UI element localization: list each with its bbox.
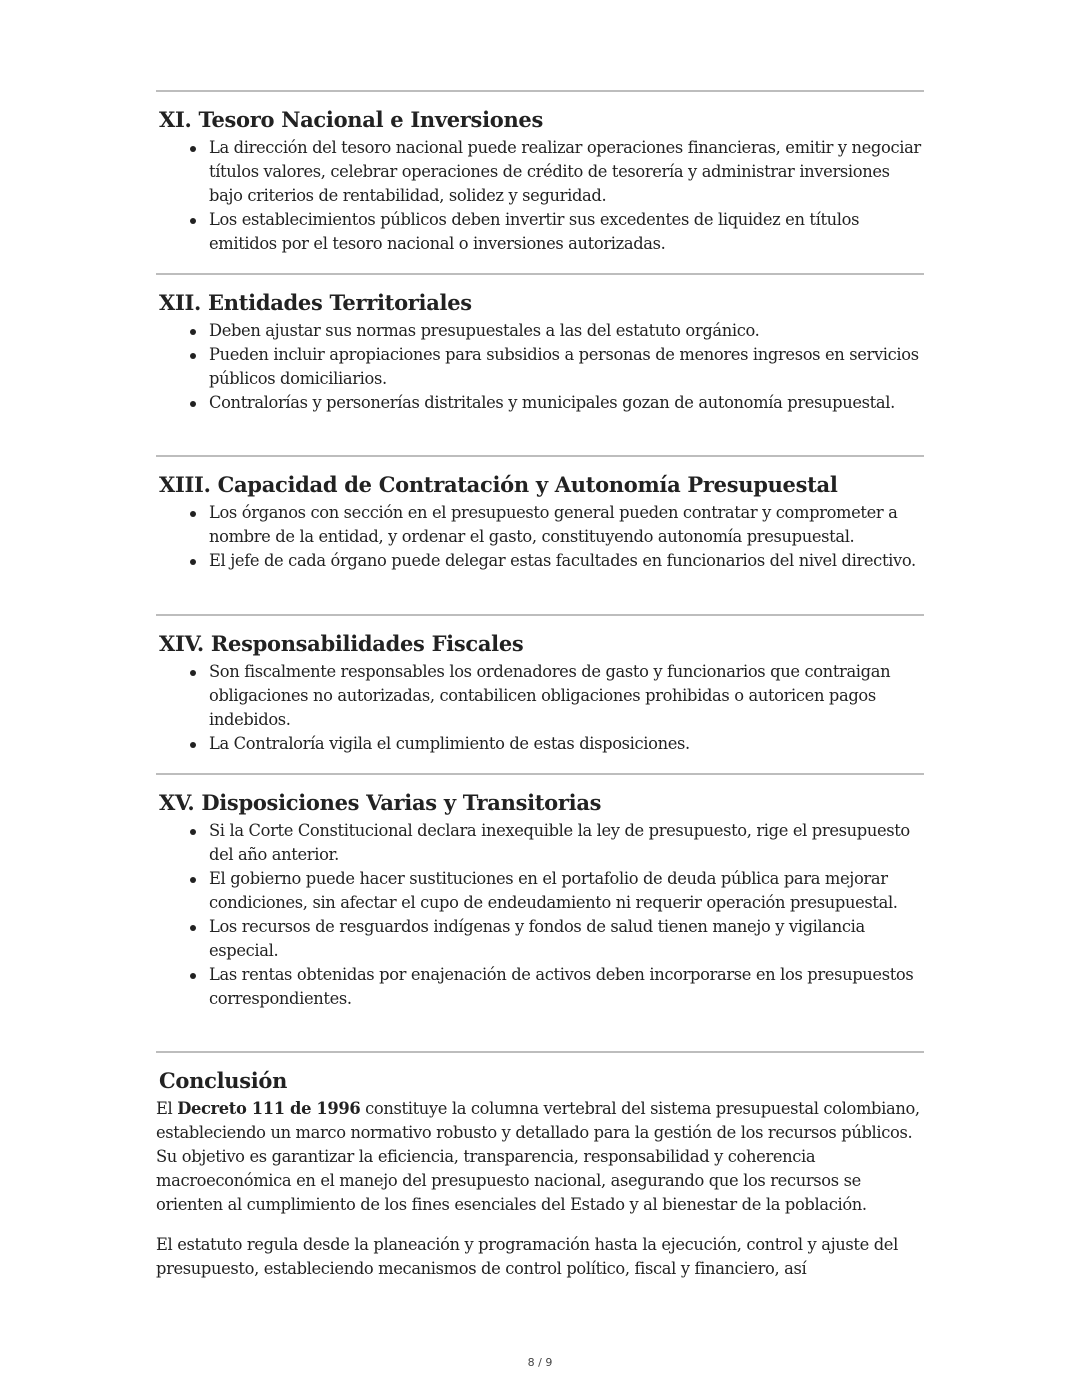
bullet-list xyxy=(156,319,924,415)
list-item: Los órganos con sección en el presupuesto general pueden contratar y comprometer a nombre de la entidad, y ordenar el gasto, constituyendo autonomía presupuestal. xyxy=(209,501,924,549)
list-item: La dirección del tesoro nacional puede realizar operaciones financieras, emitir y negociar títulos valores, celebrar operaciones de crédito de tesorería y administrar inversiones bajo criterios de rentabilidad, solidez y seguridad. xyxy=(209,136,924,208)
bullet-list xyxy=(156,819,924,1011)
list-item: Si la Corte Constitucional declara inexequible la ley de presupuesto, rige el presupuesto del año anterior. xyxy=(209,819,924,867)
divider xyxy=(156,773,924,775)
list-item: Contralorías y personerías distritales y municipales gozan de autonomía presupuestal. xyxy=(209,391,924,415)
divider xyxy=(156,614,924,616)
conclusion-paragraph-2: El estatuto regula desde la planeación y programación hasta la ejecución, control y ajuste del presupuesto, estableciendo mecanismos de control político, fiscal y financiero, así xyxy=(156,1235,898,1278)
bold-text: Decreto 111 de 1996 xyxy=(177,1099,361,1118)
section-xii xyxy=(156,273,924,415)
section-heading: XI. Tesoro Nacional e Inversiones xyxy=(159,107,544,132)
bullet-list xyxy=(156,136,924,256)
text: constituye la columna vertebral del sistema presupuestal colombiano, estableciendo un marco normativo robusto y detallado para la gestión de los recursos públicos. Su objetivo es garantizar la eficiencia, transparencia, responsabilidad y coherencia macroeconómica en el manejo del presupuesto nacional, asegurando que los recursos se orienten al cumplimiento de los fines esenciales del Estado y al bienestar de la población. xyxy=(156,1099,920,1214)
section-heading: XIV. Responsabilidades Fiscales xyxy=(159,631,524,656)
bullet-list xyxy=(156,501,924,573)
divider xyxy=(156,455,924,457)
section-xiii xyxy=(156,455,924,573)
list-item: Deben ajustar sus normas presupuestales a las del estatuto orgánico. xyxy=(209,319,924,343)
list-item: Son fiscalmente responsables los ordenadores de gasto y funcionarios que contraigan obligaciones no autorizadas, contabilicen obligaciones prohibidas o autoricen pagos indebidos. xyxy=(209,660,924,732)
section-heading: XIII. Capacidad de Contratación y Autonomía Presupuestal xyxy=(159,472,838,497)
bullet-list xyxy=(156,660,924,756)
list-item: Las rentas obtenidas por enajenación de activos deben incorporarse en los presupuestos correspondientes. xyxy=(209,963,924,1011)
list-item: Los recursos de resguardos indígenas y fondos de salud tienen manejo y vigilancia especial. xyxy=(209,915,924,963)
section-heading: Conclusión xyxy=(159,1068,288,1093)
section-heading: XV. Disposiciones Varias y Transitorias xyxy=(159,790,602,815)
conclusion-paragraph-1 xyxy=(156,1097,924,1217)
section-xi xyxy=(156,90,924,256)
list-item: El jefe de cada órgano puede delegar estas facultades en funcionarios del nivel directivo. xyxy=(209,549,924,573)
divider xyxy=(156,90,924,92)
section-xv xyxy=(156,773,924,1011)
page-number: 8 / 9 xyxy=(527,1356,553,1369)
list-item: Pueden incluir apropiaciones para subsidios a personas de menores ingresos en servicios públicos domiciliarios. xyxy=(209,343,924,391)
list-item: Los establecimientos públicos deben invertir sus excedentes de liquidez en títulos emitidos por el tesoro nacional o inversiones autorizadas. xyxy=(209,208,924,256)
text: El xyxy=(156,1099,178,1118)
section-xiv xyxy=(156,614,924,756)
divider xyxy=(156,1051,924,1053)
divider xyxy=(156,273,924,275)
list-item: El gobierno puede hacer sustituciones en el portafolio de deuda pública para mejorar condiciones, sin afectar el cupo de endeudamiento ni requerir operación presupuestal. xyxy=(209,867,924,915)
section-conclusion xyxy=(156,1051,924,1281)
list-item: La Contraloría vigila el cumplimiento de estas disposiciones. xyxy=(209,732,924,756)
section-heading: XII. Entidades Territoriales xyxy=(159,290,472,315)
